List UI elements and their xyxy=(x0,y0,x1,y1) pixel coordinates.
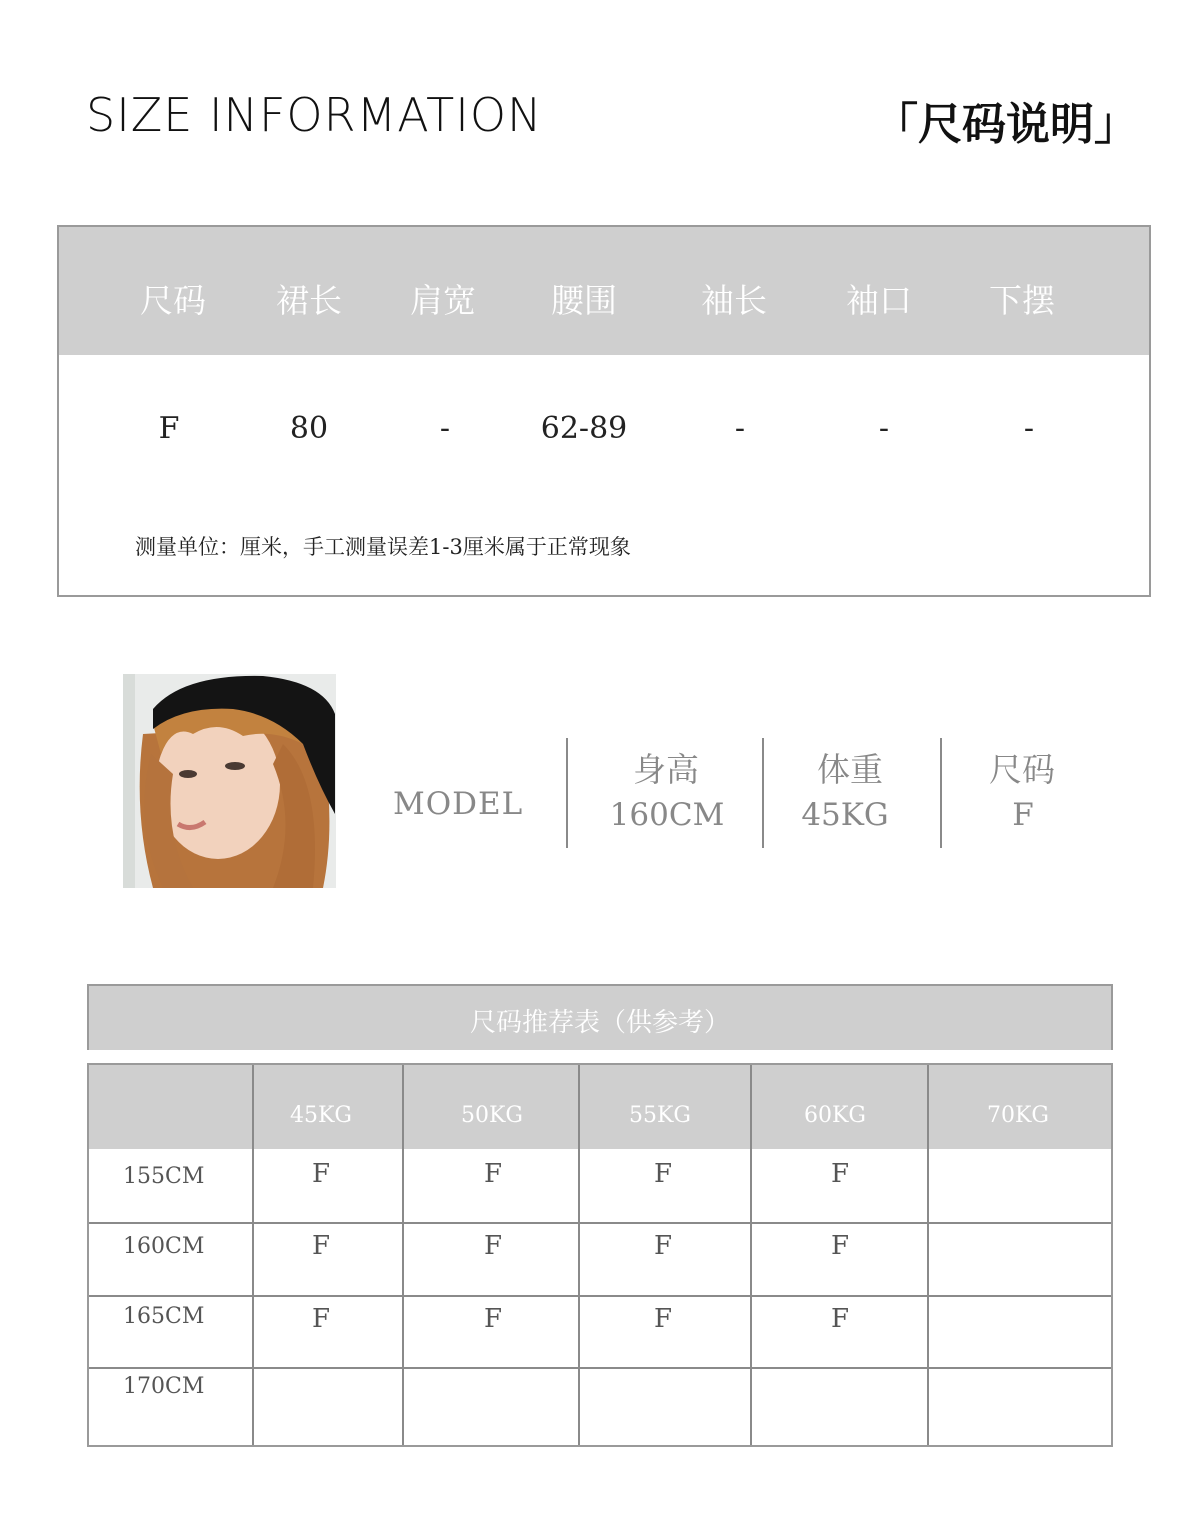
divider xyxy=(940,738,942,848)
size-cell: F xyxy=(830,1304,850,1334)
size-header-cell: 肩宽 xyxy=(410,281,476,320)
size-cell: F xyxy=(483,1304,503,1334)
size-header-cell: 尺码 xyxy=(140,281,206,320)
size-cell: F xyxy=(483,1231,503,1261)
size-cell: F xyxy=(653,1304,673,1334)
size-value-cell: - xyxy=(1023,411,1035,446)
model-size-value: F xyxy=(1012,797,1034,833)
weight-header: 45KG xyxy=(289,1103,353,1128)
size-header-cell: 腰围 xyxy=(551,281,617,320)
model-weight-value: 45KG xyxy=(801,797,889,833)
size-value-cell: 62-89 xyxy=(540,411,628,446)
recommendation-title: 尺码推荐表（供参考） xyxy=(469,1008,731,1038)
weight-header: 70KG xyxy=(986,1103,1050,1128)
recommendation-grid-border xyxy=(87,1063,1113,1447)
size-value-cell: - xyxy=(878,411,890,446)
size-header-cell: 下摆 xyxy=(989,281,1055,320)
model-size-label: 尺码 xyxy=(989,750,1055,789)
model-height-label: 身高 xyxy=(633,750,699,789)
weight-header: 55KG xyxy=(628,1103,692,1128)
size-value-cell: F xyxy=(158,411,180,446)
page-title-chinese: 「尺码说明」 xyxy=(874,99,1138,150)
page-title-english: SIZE INFORMATION xyxy=(86,88,543,142)
height-row-label: 170CM xyxy=(123,1374,205,1399)
size-cell: F xyxy=(830,1159,850,1189)
model-label: MODEL xyxy=(393,786,524,822)
size-cell: F xyxy=(311,1231,331,1261)
weight-header: 60KG xyxy=(803,1103,867,1128)
size-cell: F xyxy=(311,1159,331,1189)
size-cell: F xyxy=(653,1159,673,1189)
divider xyxy=(566,738,568,848)
height-row-label: 155CM xyxy=(123,1164,205,1189)
size-value-cell: - xyxy=(439,411,451,446)
size-header-cell: 袖长 xyxy=(701,281,767,320)
size-table xyxy=(57,225,1151,597)
size-value-cell: - xyxy=(734,411,746,446)
size-table-header xyxy=(59,227,1149,355)
model-height-value: 160CM xyxy=(609,797,725,833)
weight-header: 50KG xyxy=(460,1103,524,1128)
size-cell: F xyxy=(653,1231,673,1261)
model-photo xyxy=(123,674,336,888)
height-row-label: 165CM xyxy=(123,1304,205,1329)
size-cell: F xyxy=(830,1231,850,1261)
size-value-cell: 80 xyxy=(289,411,329,446)
measurement-note: 测量单位：厘米，手工测量误差1-3厘米属于正常现象 xyxy=(135,535,631,559)
size-cell: F xyxy=(311,1304,331,1334)
height-row-label: 160CM xyxy=(123,1234,205,1259)
size-cell: F xyxy=(483,1159,503,1189)
model-weight-label: 体重 xyxy=(817,750,883,789)
size-header-cell: 袖口 xyxy=(846,281,912,320)
recommendation-title-bar xyxy=(87,984,1113,1050)
size-header-cell: 裙长 xyxy=(276,281,342,320)
divider xyxy=(762,738,764,848)
size-recommendation-table xyxy=(87,984,1113,1447)
